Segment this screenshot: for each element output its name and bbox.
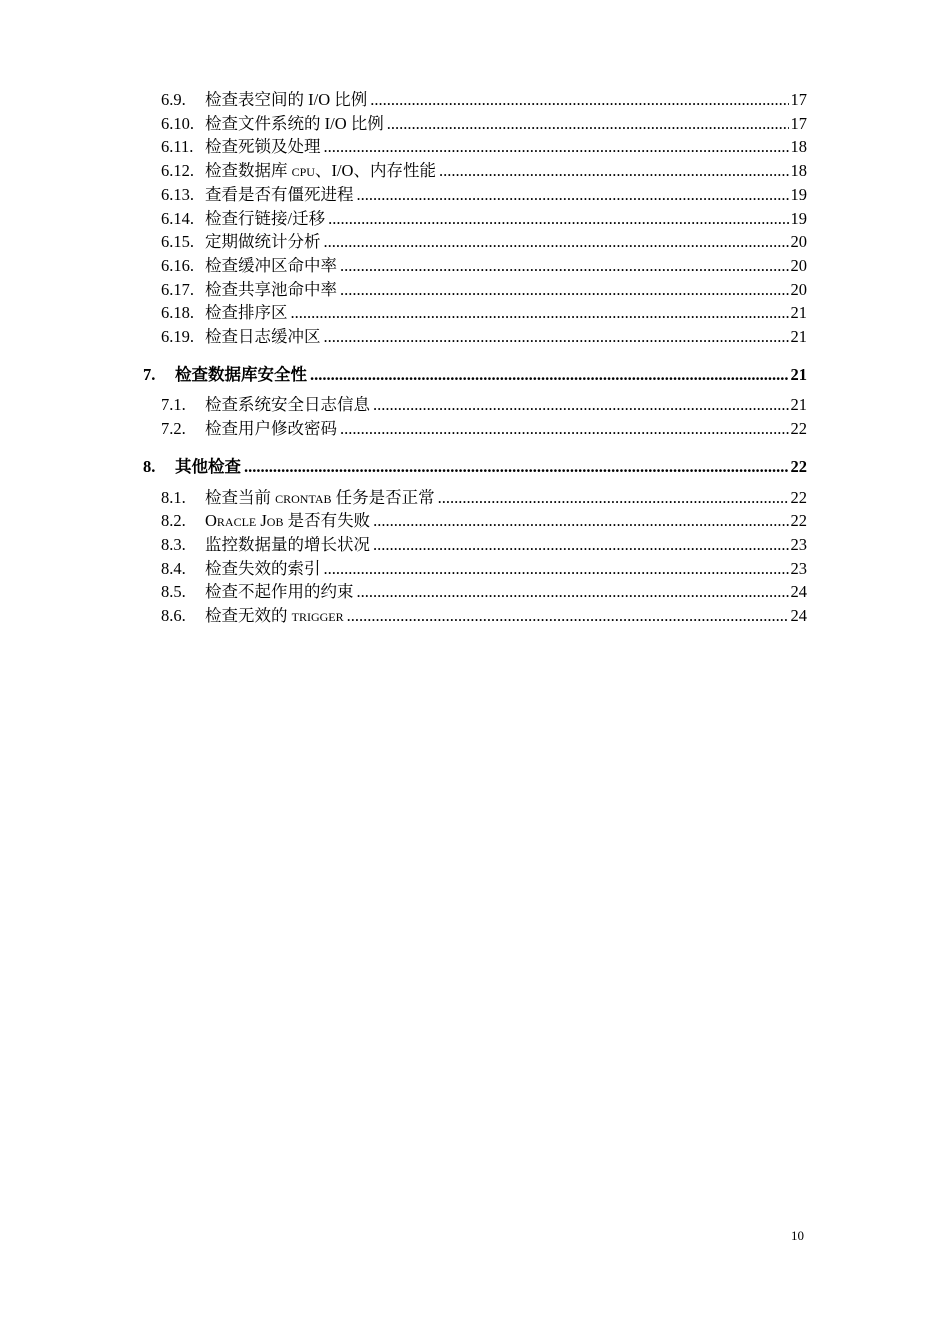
toc-entry[interactable] [143, 363, 807, 387]
toc-entry-title [205, 393, 370, 417]
toc-entry[interactable] [143, 509, 807, 533]
toc-entry-page-number: 20 [790, 255, 807, 275]
toc-title-text-segment: 其他检查 [175, 456, 241, 476]
toc-entry-title [205, 557, 321, 581]
toc-title-text-segment: 监控数据量的增长状况 [205, 534, 370, 554]
toc-entry-number: 6.19. [161, 327, 194, 347]
toc-title-text-segment: 检查数据库 [205, 161, 292, 181]
toc-entry-title [205, 509, 370, 533]
toc-entry[interactable] [143, 159, 807, 183]
toc-entry-page-number: 20 [790, 232, 807, 252]
toc-entry-title [205, 580, 354, 604]
toc-entry-title [205, 254, 337, 278]
toc-entry-title [205, 301, 288, 325]
toc-entry-title [205, 278, 337, 302]
toc-entry[interactable] [143, 254, 807, 278]
toc-title-text-segment: 检查不起作用的约束 [205, 582, 354, 602]
toc-entry[interactable] [143, 455, 807, 479]
toc-entry-number: 7.1. [161, 395, 186, 415]
toc-entry-page-number: 22 [790, 419, 807, 439]
toc-entry-title [175, 455, 241, 479]
toc-entry-number: 6.11. [161, 137, 194, 157]
toc-entry-number: 6.13. [161, 184, 194, 204]
toc-entry-number: 6.12. [161, 161, 194, 181]
toc-entry-number: 7.2. [161, 419, 186, 439]
toc-entry-page-number: 21 [790, 364, 807, 384]
toc-leader-dots [324, 325, 789, 349]
toc-title-text-segment: 检查缓冲区命中率 [205, 255, 337, 275]
toc-title-text-segment: 任务是否正常 [331, 487, 435, 507]
toc-title-text-segment: 检查无效的 [205, 606, 292, 626]
toc-leader-dots [439, 159, 789, 183]
toc-title-text-segment: 检查排序区 [205, 303, 288, 323]
toc-entry[interactable] [143, 301, 807, 325]
toc-entry-number: 8.4. [161, 558, 186, 578]
toc-title-smallcaps-segment: crontab [275, 487, 332, 507]
toc-entry-page-number: 24 [790, 582, 807, 602]
toc-entry-number: 6.9. [161, 90, 186, 109]
toc-title-text-segment: 查看是否有僵死进程 [205, 184, 354, 204]
toc-entry[interactable] [143, 604, 807, 628]
toc-entry[interactable] [143, 580, 807, 604]
toc-leader-dots [340, 278, 789, 302]
toc-entry-number: 6.14. [161, 208, 194, 228]
toc-entry-title [205, 486, 435, 510]
toc-entry[interactable] [143, 88, 807, 112]
toc-entry-page-number: 17 [790, 90, 807, 109]
toc-entry-title [205, 207, 325, 231]
toc-entry-number: 8.6. [161, 606, 186, 626]
toc-leader-dots [328, 207, 788, 231]
toc-title-text-segment: 检查死锁及处理 [205, 137, 321, 157]
toc-leader-dots [324, 135, 789, 159]
toc-leader-dots [357, 580, 789, 604]
toc-entry[interactable] [143, 135, 807, 159]
toc-entry-page-number: 18 [790, 137, 807, 157]
toc-leader-dots [324, 230, 789, 254]
toc-entry-title [205, 533, 370, 557]
toc-leader-dots [373, 533, 789, 557]
toc-leader-dots [357, 183, 789, 207]
toc-entry[interactable] [143, 417, 807, 441]
toc-entry-number: 6.16. [161, 255, 194, 275]
toc-entry-title [205, 325, 321, 349]
toc-entry[interactable] [143, 393, 807, 417]
toc-leader-dots [438, 486, 789, 510]
toc-entry-page-number: 21 [790, 395, 807, 415]
toc-title-text-segment: 检查失效的索引 [205, 558, 321, 578]
toc-title-text-segment: 检查系统安全日志信息 [205, 395, 370, 415]
toc-leader-dots [340, 254, 789, 278]
toc-title-text-segment: 检查用户修改密码 [205, 419, 337, 439]
toc-entry-number: 8.1. [161, 487, 186, 507]
toc-entry[interactable] [143, 112, 807, 136]
toc-entry-number: 6.18. [161, 303, 194, 323]
toc-entry-number: 8.2. [161, 511, 186, 531]
toc-entry[interactable] [143, 533, 807, 557]
toc-entry-title [205, 135, 321, 159]
toc-entry-title [205, 159, 436, 183]
table-of-contents [143, 88, 807, 628]
toc-title-text-segment: 定期做统计分析 [205, 232, 321, 252]
toc-title-text-segment: 检查表空间的 I/O 比例 [205, 90, 368, 109]
toc-entry-page-number: 19 [790, 184, 807, 204]
toc-entry-page-number: 21 [790, 303, 807, 323]
toc-entry-page-number: 23 [790, 558, 807, 578]
toc-entry-number: 8.5. [161, 582, 186, 602]
toc-entry[interactable] [143, 207, 807, 231]
toc-entry-number: 8.3. [161, 534, 186, 554]
toc-entry-page-number: 22 [790, 487, 807, 507]
toc-title-text-segment: 检查数据库安全性 [175, 364, 307, 384]
toc-title-smallcaps-segment: trigger [291, 606, 344, 626]
toc-entry-number: 6.17. [161, 279, 194, 299]
toc-entry-title [175, 363, 307, 387]
toc-leader-dots [310, 363, 789, 387]
toc-title-text-segment: 是否有失败 [283, 511, 371, 531]
toc-leader-dots [387, 112, 789, 136]
toc-entry-title [205, 112, 384, 136]
toc-entry-page-number: 23 [790, 534, 807, 554]
toc-entry-page-number: 18 [790, 161, 807, 181]
toc-entry[interactable] [143, 486, 807, 510]
toc-leader-dots [291, 301, 789, 325]
toc-leader-dots [373, 509, 788, 533]
toc-entry[interactable] [143, 557, 807, 581]
toc-title-smallcaps-segment: Oracle Job [205, 511, 284, 531]
toc-leader-dots [244, 455, 789, 479]
toc-title-text-segment: 检查当前 [205, 487, 276, 507]
toc-entry-page-number: 22 [790, 456, 807, 476]
toc-entry-page-number: 24 [790, 606, 807, 626]
toc-entry-page-number: 17 [790, 113, 807, 133]
toc-entry-page-number: 20 [790, 279, 807, 299]
toc-entry[interactable] [143, 325, 807, 349]
toc-entry[interactable] [143, 278, 807, 302]
page-number: 10 [791, 1228, 804, 1243]
toc-entry[interactable] [143, 183, 807, 207]
toc-entry-title [205, 183, 354, 207]
toc-entry-number: 6.15. [161, 232, 194, 252]
toc-leader-dots [340, 417, 789, 441]
toc-title-text-segment: 检查共享池命中率 [205, 279, 337, 299]
toc-title-smallcaps-segment: cpu [291, 161, 315, 181]
toc-title-text-segment: 检查文件系统的 I/O 比例 [205, 113, 384, 133]
toc-leader-dots [324, 557, 789, 581]
toc-title-text-segment: 、I/O、内存性能 [314, 161, 436, 181]
toc-entry-number: 7. [143, 364, 156, 384]
toc-entry-title [205, 230, 321, 254]
toc-entry-title [205, 417, 337, 441]
toc-title-text-segment: 检查行链接/迁移 [205, 208, 326, 228]
toc-entry-number: 6.10. [161, 113, 194, 133]
toc-leader-dots [370, 88, 788, 112]
toc-entry-number: 8. [143, 456, 156, 476]
toc-title-text-segment: 检查日志缓冲区 [205, 327, 321, 347]
toc-leader-dots [373, 393, 789, 417]
toc-entry-page-number: 19 [790, 208, 807, 228]
toc-entry[interactable] [143, 230, 807, 254]
toc-leader-dots [347, 604, 789, 628]
toc-entry-title [205, 88, 367, 112]
toc-entry-page-number: 22 [790, 511, 807, 531]
toc-entry-title [205, 604, 344, 628]
toc-entry-page-number: 21 [790, 327, 807, 347]
